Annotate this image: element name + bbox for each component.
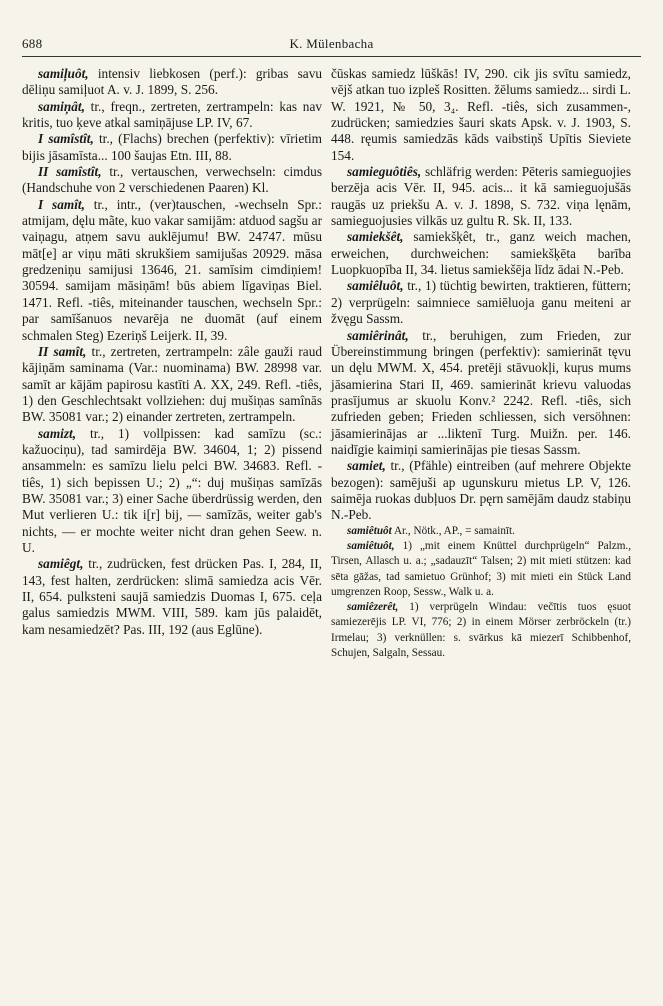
dictionary-entry <box>331 164 631 229</box>
entry-text: tr., (Pfähle) eintreiben (auf mehrere Objekte bezogen): samējuši ap ugunskuru mietus LP. V, 126. saimēja ruokas dubļuos Dr. pęrn samējām daudz stabiņu N.-Peb. <box>331 458 632 523</box>
page-header <box>22 34 641 57</box>
entry-text: Ar., Nötk., AP., = samainīt. <box>393 524 515 537</box>
dictionary-entry <box>22 556 322 638</box>
dictionary-entry <box>331 458 631 523</box>
entry-text: tr., zertreten, zertrampeln: zâle gauži raud kājiņām saminama (Var.: nuominama) BW. 28998 var. samīt ar kājām papirosu kastīti A. XX, 249. Refl. -tiês, 1) den Geschlechtsakt vollziehen: duj mušiņas samînās BW. 35081 var.; 2) einander zertreten, zertrampeln. <box>22 343 322 425</box>
dictionary-entry <box>331 600 631 661</box>
dictionary-entry <box>331 278 631 327</box>
entry-text: intensiv liebkosen (perf.): gribas savu dēliņu samiļuot A. v. J. 1899, S. 256. <box>22 66 322 98</box>
entry-text: tr., 1) tüchtig bewirten, traktieren, füttern; 2) verprügeln: saimniece samiēluoja ganu meiteni ar žvęgu Sassm. <box>331 278 631 327</box>
dictionary-entry <box>331 524 631 539</box>
entry-headword: samiêrinât, <box>347 327 409 343</box>
right-column <box>331 66 631 661</box>
entry-text: 1) verprügeln Windau: večītis tuos ęsuot samiezerējis LP. VI, 776; 2) in einem Mörser zerbröckeln (tr.) Irmelau; 3) verknüllen: s. svārkus kā miezerī Schibbenhof, Schujen, Salgaln, Sessau. <box>331 601 631 659</box>
entry-headword: I samît, <box>38 196 85 212</box>
entry-text: tr., zudrücken, fest drücken Pas. I, 284, II, 143, fest halten, zerdrücken: slimā samiedza acis Vēr. II, 654. pulksteni saujā samiedzis Duomas I, 675. ceļa galus samiedzis MWM. VIII, 589. kam jūs palaidēt, kam nesamiedzēt? Pas. III, 192 (aus Eglūne). <box>22 556 323 637</box>
entry-headword: I samîstît, <box>38 131 94 147</box>
entry-text: samiekšķêt, tr., ganz weich machen, erweichen, durchweichen: samiekšķēta barība Luopkuopība II, 34. lietus samiekšēja līdz ādai N.-Peb. <box>331 229 631 278</box>
entry-text: tr., freqn., zertreten, zertrampeln: kas nav kritis, tuo ķeve atkal samiņājuse LP. IV, 67. <box>22 98 322 131</box>
dictionary-entry <box>22 99 322 132</box>
dictionary-entry <box>22 197 322 344</box>
entry-headword: II samît, <box>38 343 87 359</box>
dictionary-entry <box>331 539 631 600</box>
entry-headword: II samîstît, <box>38 164 102 180</box>
dictionary-entry <box>22 164 322 197</box>
entry-headword: samiêtuôt, <box>347 539 395 552</box>
entry-text: tr., vertauschen, verwechseln: cimdus (Handschuhe von 2 verschiedenen Paaren) Kl. <box>22 164 322 196</box>
entry-headword: samiêluôt, <box>347 278 404 294</box>
entry-headword: samiêzerêt, <box>347 601 399 614</box>
dictionary-entry <box>331 66 631 164</box>
entry-headword: samiêgt, <box>38 556 84 572</box>
entry-text: schläfrig werden: Pēteris samieguojies berzēja acis Vēr. II, 945. acis... it kā samieguojušās raugās uz priekšu A. v. J. 1898, S. 732. viņa lęnām, samieguojusies vilkās uz gultu R. Sk. II, 133. <box>331 164 631 229</box>
left-column <box>22 66 322 638</box>
entry-headword: samiet, <box>347 458 386 474</box>
entry-text: čūskas samiedz lūškās! IV, 290. cik jis svītu samiedz, vējš atkan tuo izpleš Rositten. žēlums samiedz... sirdi L. W. 1921, № 50, 3₄. Refl. -tiês, sich zusammen-, zudrücken; samiedzies šauri skats Apsk. v. J. 1903, S. 448. ręumis samiedzās kāds vaibstiņš Upītis Sieviete 154. <box>331 66 631 163</box>
entry-headword: samieguôtiês, <box>347 164 422 180</box>
running-title: K. Mülenbacha <box>289 36 374 51</box>
entry-text: tr., beruhigen, zum Frieden, zur Übereinstimmung bringen (perfektiv): samierināt tęvu un dęlu MWM. X, 454. pretēji stāvuokļi, kuŗus mums jāsamierina Stari II, 469. samierināt krievu valuodas prasījumus ar skuolu Konv.² 2242. Refl. -tiês, sich zufrieden geben; Frieden schliessen, sich versöhnen: jāsamierinājas ar ...liktenī Turg. Muižn. per. 146. naidīgie kaimiņi samierinājas pie tiesas Sassm. <box>331 327 631 457</box>
dictionary-entry <box>22 344 322 426</box>
dictionary-entry <box>22 426 322 557</box>
dictionary-entry <box>331 328 631 459</box>
entry-text: 1) „mit einem Knüttel durchprügeln“ Palzm., Tirsen, Allasch u. a.; „sadauzīt“ Talsen; 2) mit mieti stützen: kad sēta gāžas, tad samietuo Grünhof; 3) mit mieti ein Stück Land umgrenzen Roop, Sessw., Walk u. a. <box>331 539 632 598</box>
entry-headword: samizt, <box>38 425 77 441</box>
entry-text: tr., (Flachs) brechen (perfektiv): vīrietim bijis jāsamīsta... 100 šaujas Etn. III, 88. <box>22 131 322 163</box>
entry-headword: samiņât, <box>38 98 85 114</box>
entry-headword: samiļuôt, <box>38 66 89 81</box>
page-number: 688 <box>22 36 43 51</box>
entry-text: tr., intr., (ver)tauschen, -wechseln Spr.: atmijam, dęlu mãte, kuo vakar samijām: atduod sagšu ar vaiņagu, atņem savu auklējumu! BW. 24747. mūsu māt[e] ar viņu māti skrukšiem samijušas 20929. māsa gredzeniņu samijusi 13646, 21. samīsim cimdiņiem! 30594. samijam māsiņām! būs abiem līgaviņas Biel. 1471. Refl. -tiês, miteinander tauschen, wechseln Spr.: par samīšanuos nevarēja ne duomāt (auf einem schmalen Steg) Ezeriņš Leijerk. II, 39. <box>22 196 322 343</box>
entry-headword: samiekšêt, <box>347 229 404 245</box>
entry-text: tr., 1) vollpissen: kad samīzu (sc.: kažuociņu), tad samirdēja BW. 34604, 1; 2) pissend ansammeln: es samīzu lielu pelci BW. 34683. Refl. -tiês, 1) sich bepissen U.; 2) „“: duj mušiņas samīzās BW. 35081 var.; 3) einer Sache überdrüssig werden, den Mut verlieren U.: tik i[r] bij, — samīzās, weiter gab's nichts, — er mochte weiter nicht dran gehen Seew. n. U. <box>22 425 322 555</box>
dictionary-entry <box>22 66 322 99</box>
dictionary-entry <box>22 131 322 164</box>
dictionary-entry <box>331 229 631 278</box>
entry-headword: samiêtuôt <box>347 524 392 537</box>
